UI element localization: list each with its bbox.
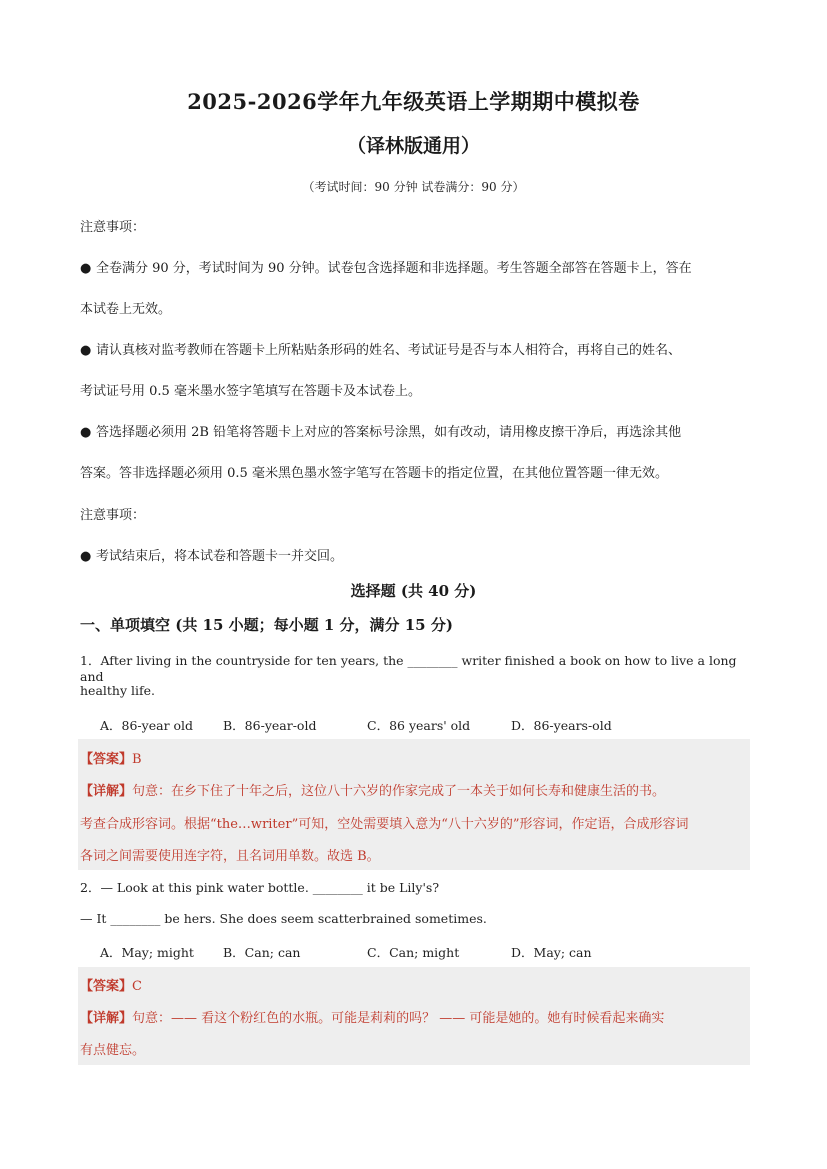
bullet-icon: ●: [80, 343, 92, 358]
option-c: C．86 years' old: [367, 718, 471, 733]
question-2-line-2: — It ________ be hers. She does seem scatterbrained sometimes.: [80, 911, 487, 926]
option-d: D．May; can: [511, 945, 592, 960]
bullet-icon: ●: [80, 261, 92, 276]
detail-line-3: 各词之间需要使用连字符，且名词用单数。故选 B。: [80, 849, 380, 864]
detail-line-2: 有点健忘。: [80, 1043, 146, 1058]
note-text: 考试结束后，将本试卷和答题卡一并交回。: [96, 549, 344, 564]
detail-tag: 【详解】: [80, 784, 133, 799]
answer-tag: 【答案】: [80, 752, 133, 767]
page-title: 2025-2026学年九年级英语上学期期中模拟卷: [187, 89, 640, 114]
detail-text: 句意：在乡下住了十年之后，这位八十六岁的作家完成了一本关于如何长寿和健康生活的书。: [132, 784, 666, 799]
note-item-1: [80, 248, 750, 289]
question-1-line-1: 1．After living in the countryside for ten years, the ________ writer finished a book on how to live a long and: [80, 653, 737, 684]
section-title: 选择题 (共 40 分): [350, 582, 477, 600]
notes-heading: 注意事项：: [80, 220, 146, 235]
exam-info: （考试时间：90 分钟 试卷满分：90 分）: [302, 180, 525, 194]
question-1-line-2: healthy life.: [80, 683, 155, 698]
note-text: 答选择题必须用 2B 铅笔将答题卡上对应的答案标号涂黑，如有改动，请用橡皮擦干净后，再选涂其他: [96, 425, 682, 440]
note-item-3-cont: 答案。答非选择题必须用 0.5 毫米黑色墨水签字笔写在答题卡的指定位置，在其他位置答题一律无效。: [80, 466, 668, 481]
note-item-1-cont: 本试卷上无效。: [80, 302, 172, 317]
note-item-2-cont: 考试证号用 0.5 毫米墨水签字笔填写在答题卡及本试卷上。: [80, 384, 421, 399]
bullet-icon: ●: [80, 549, 92, 564]
note-text: 请认真核对监考教师在答题卡上所粘贴条形码的姓名、考试证号是否与本人相符合，再将自己的姓名、: [96, 343, 682, 358]
option-a: A．86-year old: [100, 718, 194, 733]
answer-tag: 【答案】: [80, 979, 133, 994]
detail-line-2: 考查合成形容词。根据“the…writer”可知，空处需要填入意为“八十六岁的”形容词，作定语，合成形容词: [80, 817, 689, 832]
question-2-line-1: 2．— Look at this pink water bottle. ________ it be Lily's?: [80, 880, 440, 895]
part-title: 一、单项填空 (共 15 小题；每小题 1 分，满分 15 分): [80, 616, 453, 634]
bullet-icon: ●: [80, 425, 92, 440]
notes-heading-2: 注意事项：: [80, 508, 146, 523]
option-d: D．86-years-old: [511, 718, 612, 733]
detail-line-1: [80, 1007, 664, 1026]
note-item-2: [80, 330, 750, 371]
detail-line-1: [80, 780, 665, 799]
answer-line: [80, 748, 142, 767]
answer-value: B: [132, 752, 142, 767]
answer-value: C: [132, 979, 142, 994]
note-item-3: [80, 412, 750, 453]
option-b: B．86-year-old: [223, 718, 317, 733]
answer-box-2: [78, 967, 750, 1065]
detail-text: 句意：—— 看这个粉红色的水瓶。可能是莉莉的吗？ —— 可能是她的。她有时候看起来确实: [132, 1011, 665, 1026]
page-subtitle: （译林版通用）: [346, 135, 480, 157]
note-item-4: [80, 536, 750, 577]
option-a: A．May; might: [100, 945, 194, 960]
option-b: B．Can; can: [223, 945, 301, 960]
answer-line: [80, 975, 142, 994]
note-text: 全卷满分 90 分，考试时间为 90 分钟。试卷包含选择题和非选择题。考生答题全部答在答题卡上，答在: [96, 261, 692, 276]
answer-box-1: [78, 739, 750, 870]
option-c: C．Can; might: [367, 945, 460, 960]
detail-tag: 【详解】: [80, 1011, 133, 1026]
